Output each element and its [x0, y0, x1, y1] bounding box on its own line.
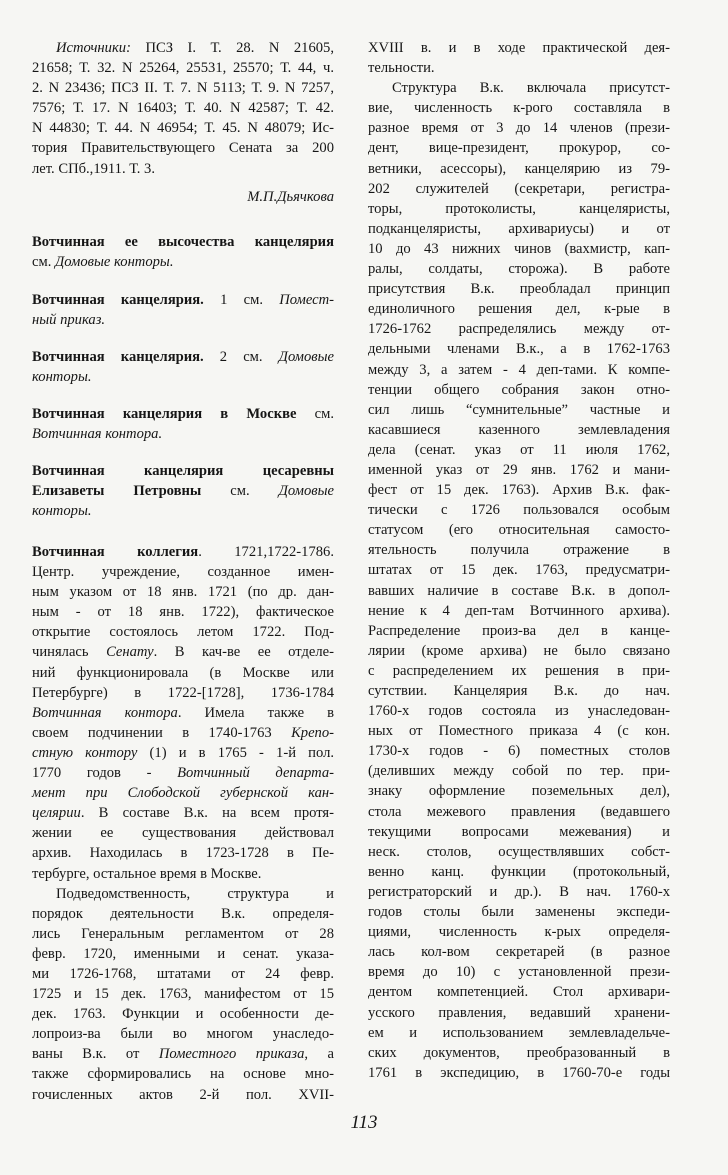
text-line	[32, 984, 334, 1004]
body-text: ным указом от 18 янв. 1721 (по др. дан-	[32, 584, 334, 601]
text-line	[368, 902, 670, 922]
entry-headword: Вотчинная канцелярия.	[32, 349, 204, 365]
entry-headword: Вотчинная канцелярия в Москве	[32, 406, 297, 422]
text-line	[368, 842, 670, 862]
body-text: время до 10) с установленной прези-	[368, 964, 670, 981]
text-line	[368, 802, 670, 822]
text-line	[32, 884, 334, 904]
body-text: неск. столов, осуществлявших собст-	[368, 843, 670, 860]
body-text: подканцеляристы, архивариусы) и от	[368, 220, 670, 237]
body-text: см.	[32, 254, 56, 271]
body-text: присутствия В.к. преобладал принцип	[368, 281, 670, 298]
body-text: 1730-х годов - 6) поместных столов	[368, 743, 670, 760]
cross-reference-italic: Вотчинная контора.	[32, 426, 163, 443]
body-text: (деливших между собой по тер. при-	[368, 763, 670, 780]
body-text: 1 см.	[203, 292, 280, 308]
body-text: статусом (его относительная самосто-	[368, 522, 670, 539]
body-text: 1770 годов -	[32, 765, 178, 782]
text-line	[32, 683, 334, 703]
cross-reference-italic: Поместного приказа	[158, 1046, 305, 1063]
body-text: именной указ от 29 янв. 1762 и мани-	[368, 461, 670, 478]
author-signature	[32, 187, 334, 207]
text-line	[368, 1063, 670, 1083]
text-line	[32, 232, 334, 252]
body-text: лопроиз-ва были во многом унаследо-	[32, 1026, 334, 1043]
text-line	[368, 822, 670, 842]
text-line	[368, 38, 670, 58]
text-line	[368, 942, 670, 962]
body-text: сутствии. Канцелярия В.к. до нач.	[368, 683, 670, 699]
body-text: чинялась	[32, 644, 107, 661]
text-line	[32, 347, 334, 367]
text-line	[368, 460, 670, 480]
body-text: жении ее существования действовал	[32, 825, 334, 842]
text-line	[32, 252, 334, 272]
entry-votchinnaya-kantselyariya-moskva	[32, 404, 334, 444]
cross-reference-italic: Источники:	[56, 40, 131, 56]
text-line	[32, 138, 334, 158]
text-line	[368, 741, 670, 761]
entry-votchinnaya-kantselyariya-2	[32, 347, 334, 387]
body-text: ралы, солдаты, сторожа). В работе	[368, 261, 670, 278]
cross-reference-italic: Сенату	[106, 644, 154, 661]
body-text: см.	[296, 406, 335, 422]
text-line	[368, 380, 670, 400]
text-line	[368, 480, 670, 500]
text-line	[32, 763, 334, 783]
body-text: текущими вопросами межевания) и	[368, 823, 670, 840]
body-text: , а	[304, 1046, 334, 1063]
body-text: венно канц. функции (протокольный,	[368, 863, 670, 880]
cross-reference-italic: Крепо-	[291, 724, 334, 741]
body-text: XVIII в. и в ходе практической дея-	[368, 40, 670, 56]
body-text: 21658; Т. 32. N 25264, 25531, 25570; Т. 44, ч.	[32, 60, 334, 77]
body-text: дентом компетенцией. Стол архивари-	[368, 984, 670, 1001]
body-text: штатах от 15 дек. 1763, предусматри-	[368, 562, 670, 579]
text-line	[32, 904, 334, 924]
entry-headword: Елизаветы Петровны	[32, 483, 202, 500]
body-text: N 44830; Т. 44. N 46954; Т. 45. N 48079; Ис-	[32, 120, 334, 137]
text-line	[368, 1023, 670, 1043]
text-line	[368, 701, 670, 721]
text-line	[32, 424, 334, 444]
text-line	[368, 219, 670, 239]
text-line	[32, 562, 334, 582]
text-line	[32, 481, 334, 501]
text-line	[368, 299, 670, 319]
body-text: дельными членами В.к., а в 1762-1763	[368, 341, 670, 358]
body-text: ПСЗ I. Т. 28. N 21605,	[130, 40, 334, 56]
text-line	[32, 944, 334, 964]
text-line	[368, 661, 670, 681]
body-text: годов столы были заменены экспеди-	[368, 904, 670, 921]
body-text: архив. Находилась в 1723-1728 в Пе-	[32, 845, 334, 862]
text-line	[368, 78, 670, 98]
text-line	[32, 38, 334, 58]
body-text: . В кач-ве ее отделе-	[153, 644, 334, 661]
text-line	[368, 520, 670, 540]
text-line	[368, 58, 670, 78]
body-text: 1725 и 15 дек. 1763, манифестом от 15	[32, 986, 334, 1003]
body-text: нение к 4 деп-там Вотчинного архива).	[368, 602, 670, 619]
text-line	[32, 622, 334, 642]
text-line	[32, 743, 334, 763]
cross-reference-italic: Вотчинный департа-	[177, 765, 334, 782]
cross-reference-italic: Домовые	[278, 349, 334, 365]
body-text: лет. СПб.,1911. Т. 3.	[32, 160, 155, 177]
cross-reference-italic: ный приказ.	[32, 312, 106, 329]
body-text: регистраторский и др.). В нач. 1760-х	[368, 883, 670, 900]
body-text: лярии (кроме архива) не было связано	[368, 642, 670, 659]
body-text: Подведомственность, структура и	[56, 885, 334, 902]
text-line	[368, 540, 670, 560]
text-line	[368, 560, 670, 580]
text-line	[368, 199, 670, 219]
body-text: гочисленных актов 2-й пол. XVII-	[32, 1086, 334, 1103]
body-text: ми 1726-1768, штатами от 24 февр.	[32, 965, 334, 982]
text-line	[32, 783, 334, 803]
body-text: тербурге, остальное время в Москве.	[32, 865, 262, 882]
body-text: циями, численность к-рых определя-	[368, 924, 670, 941]
body-text: тория Правительствующего Сената за 200	[32, 140, 334, 157]
text-line	[368, 862, 670, 882]
cross-reference-italic: Домовые	[278, 483, 334, 500]
cross-reference-italic: Вотчинная контора	[32, 704, 178, 721]
text-line	[32, 582, 334, 602]
body-text: единоличного решения дел, к-рые в	[368, 301, 670, 318]
entry-votchinnaya-kollegiya-continued	[368, 38, 670, 1083]
body-text: ным - от 18 янв. 1722), фактическое	[32, 604, 334, 621]
text-line	[32, 58, 334, 78]
text-line	[368, 982, 670, 1002]
text-line	[368, 98, 670, 118]
body-text: . 1721,1722-1786.	[198, 544, 334, 560]
entry-headword: Вотчинная коллегия	[32, 544, 199, 560]
cross-reference-italic: мент при Слободской губернской кан-	[32, 785, 334, 802]
body-text: с распределением их решения в при-	[368, 662, 670, 679]
entry-votchinnaya-kantselyariya-1	[32, 290, 334, 330]
text-line	[368, 621, 670, 641]
body-text: своем подчинении в 1740-1763	[32, 724, 292, 741]
body-text: тенции общего собрания закон отно-	[368, 381, 670, 398]
body-text: ных от Поместного приказа 4 (с кон.	[368, 723, 670, 740]
text-line	[32, 159, 334, 179]
text-line	[32, 723, 334, 743]
body-text: тически с 1726 пользовался особым	[368, 502, 670, 519]
text-line	[32, 1044, 334, 1064]
body-text: открытие состоялось летом 1722. Под-	[32, 624, 334, 641]
text-line	[368, 1003, 670, 1023]
body-text: вавших наличие в составе В.к. в допол-	[368, 582, 670, 599]
text-line	[32, 864, 334, 884]
entry-headword: Вотчинная канцелярия.	[32, 292, 204, 308]
text-line	[32, 310, 334, 330]
body-text: тельности.	[368, 60, 435, 77]
entry-headword: Вотчинная ее высочества канцелярия	[32, 234, 334, 250]
body-text: знаку оформление поземельных дел),	[368, 783, 670, 800]
body-text: между 3, а затем - 4 деп-тами. К компе-	[368, 361, 670, 378]
body-text: дент, вице-президент, прокурор, со-	[368, 140, 670, 157]
text-line	[32, 98, 334, 118]
body-text: усского правления, ведавший хранени-	[368, 1004, 670, 1021]
text-line	[368, 360, 670, 380]
cross-reference-italic: целярии	[32, 805, 81, 822]
text-line	[368, 339, 670, 359]
body-text: ятельность получила отражение в	[368, 542, 670, 559]
body-text: фест от 15 дек. 1763). Архив В.к. фак-	[368, 482, 670, 499]
body-text: дела (сенат. указ от 11 июля 1762,	[368, 441, 670, 458]
text-line	[32, 1024, 334, 1044]
body-text: ний функционировала (в Москве или	[32, 664, 334, 681]
body-text: Структура В.к. включала присутст-	[392, 80, 670, 97]
text-line	[32, 461, 334, 481]
body-text: вие, численность к-рого составляла в	[368, 100, 670, 117]
entry-headword: Вотчинная канцелярия цесаревны	[32, 463, 334, 479]
text-line	[368, 882, 670, 902]
text-line	[32, 843, 334, 863]
text-line	[32, 602, 334, 622]
text-line	[368, 239, 670, 259]
body-text: 2. N 23436; ПСЗ II. Т. 7. N 5113; Т. 9. N 7257,	[32, 80, 334, 97]
body-text: (1) и в 1765 - 1-й пол.	[137, 744, 334, 761]
text-line	[32, 964, 334, 984]
body-text: 2 см.	[203, 349, 279, 365]
text-line	[32, 367, 334, 387]
cross-reference-italic: конторы.	[32, 369, 92, 386]
body-text: 10 до 43 нижних чинов (вахмистр, кап-	[368, 240, 670, 257]
body-text: порядок деятельности В.к. определя-	[32, 905, 334, 922]
entry-votchinnaya-kantselyariya-tsesarevny	[32, 461, 334, 521]
text-line	[368, 1043, 670, 1063]
text-line	[368, 319, 670, 339]
text-line	[32, 1004, 334, 1024]
text-line	[368, 400, 670, 420]
body-text: лись Генеральным регламентом от 28	[32, 925, 334, 942]
sources-note	[32, 38, 334, 179]
text-line	[32, 404, 334, 424]
page-number: 113	[350, 1112, 378, 1133]
body-text: февр. 1720, именными и сенат. указа-	[32, 945, 334, 962]
text-line	[32, 1064, 334, 1084]
body-text: 1761 в экспедицию, в 1760-70-е годы	[368, 1064, 670, 1081]
body-text: ваны В.к. от	[32, 1046, 159, 1063]
text-line	[32, 924, 334, 944]
text-line	[32, 703, 334, 723]
body-text: 7576; Т. 17. N 16403; Т. 40. N 42587; Т. 42.	[32, 100, 334, 117]
body-text: стола межевого правления (ведавшего	[368, 803, 670, 820]
entry-votchinnaya-kollegiya	[32, 542, 334, 1105]
body-text: . В составе В.к. на всем протя-	[80, 805, 334, 822]
body-text: 1726-1762 распределялись между от-	[368, 321, 670, 338]
body-text: Петербурге) в 1722-[1728], 1736-1784	[32, 684, 334, 701]
body-text: касавшиеся казенного землевладения	[368, 421, 670, 438]
body-text: ветники, асессоры), канцелярию из 79-	[368, 160, 670, 177]
text-line	[368, 601, 670, 621]
body-text: ем и использованием землевладельче-	[368, 1024, 670, 1041]
text-line	[368, 138, 670, 158]
body-text: лась кол-вом секретарей (в разное	[368, 944, 670, 961]
entry-votchinnaya-ee-vysochestva	[32, 232, 334, 272]
text-line	[32, 542, 334, 562]
text-line	[368, 781, 670, 801]
body-text: ских документов, преобразованный в	[368, 1044, 670, 1061]
body-text: торы, протоколисты, канцеляристы,	[368, 200, 670, 217]
text-line	[368, 440, 670, 460]
text-line	[368, 118, 670, 138]
body-text: разное время от 3 до 14 членов (прези-	[368, 120, 670, 137]
text-line	[32, 290, 334, 310]
text-line	[368, 179, 670, 199]
text-line	[32, 642, 334, 662]
body-text: дек. 1763. Функции и особенности де-	[32, 1006, 334, 1023]
body-text: 1760-х годов состояла из унаследован-	[368, 703, 670, 720]
cross-reference-italic: Домовые конторы.	[55, 254, 174, 271]
body-text: также сформировались на основе мно-	[32, 1066, 334, 1083]
text-line	[32, 501, 334, 521]
cross-reference-italic: Помест-	[279, 292, 335, 308]
text-line	[368, 581, 670, 601]
text-line	[32, 663, 334, 683]
cross-reference-italic: М.П.Дьячкова	[247, 189, 334, 205]
text-line	[368, 259, 670, 279]
text-line	[368, 159, 670, 179]
body-text: . Имела также в	[177, 704, 334, 721]
text-line	[368, 420, 670, 440]
text-line	[368, 761, 670, 781]
cross-reference-italic: стную контору	[32, 744, 138, 761]
text-line	[368, 500, 670, 520]
body-text: Распределение произ-ва дел в канце-	[368, 622, 670, 639]
body-text: 202 служителей (секретари, регистра-	[368, 180, 670, 197]
text-line	[368, 922, 670, 942]
body-text: Центр. учреждение, созданное имен-	[32, 564, 334, 581]
text-line	[32, 823, 334, 843]
text-line	[32, 118, 334, 138]
text-line	[32, 78, 334, 98]
text-line	[32, 187, 334, 207]
body-text: см.	[201, 483, 279, 500]
text-line	[368, 681, 670, 701]
text-line	[368, 721, 670, 741]
text-line	[368, 962, 670, 982]
cross-reference-italic: конторы.	[32, 503, 92, 520]
text-line	[368, 641, 670, 661]
text-line	[32, 803, 334, 823]
text-line	[368, 279, 670, 299]
text-line	[32, 1085, 334, 1105]
body-text: сил лишь “сумнительные” частные и	[368, 401, 670, 418]
